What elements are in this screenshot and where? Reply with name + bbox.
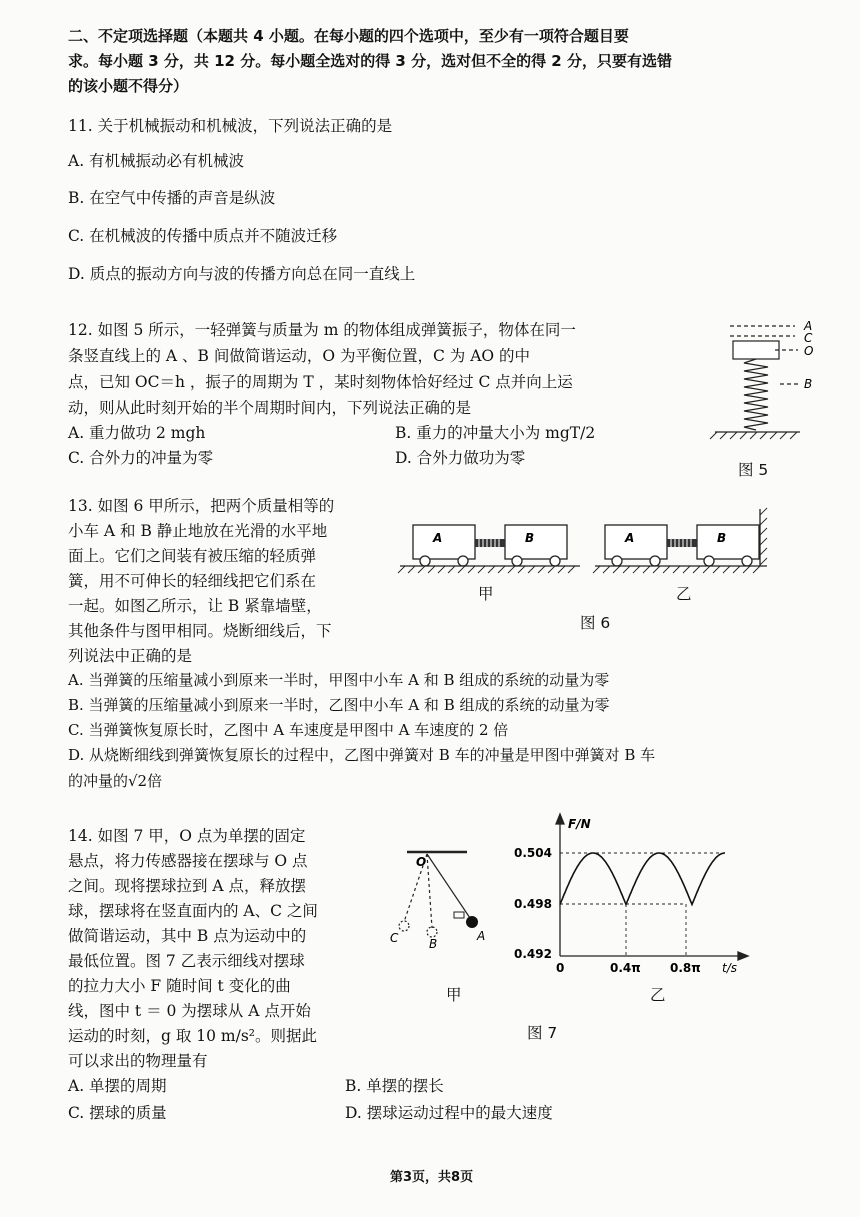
chart-ylabel: F/N	[568, 817, 591, 831]
q11-option-b: B. 在空气中传播的声音是纵波	[68, 189, 276, 207]
q14-stem-line6: 最低位置。图 7 乙表示细线对摆球	[68, 952, 305, 970]
q11-option-c: C. 在机械波的传播中质点并不随波迁移	[68, 227, 338, 245]
q14-stem-line3: 之间。现将摆球拉到 A 点，释放摆	[68, 877, 307, 895]
xtick-0p4pi: 0.4π	[610, 961, 641, 975]
fig5-label-o: O	[804, 344, 814, 358]
fig6-yi-cart-b-label: B	[717, 531, 727, 545]
fig5-label-c: C	[804, 331, 813, 345]
pendulum-label-a: A	[477, 929, 486, 943]
q13-stem-line2: 小车 A 和 B 静止地放在光滑的水平地	[68, 522, 328, 540]
q13-option-d-line2: 的冲量的√2倍	[68, 772, 163, 790]
q14-stem-line5: 做简谐运动，其中 B 点为运动中的	[68, 927, 307, 945]
q12-option-a: A. 重力做功 2 mgh	[68, 424, 206, 442]
figure-6-sub-jia: 甲	[478, 585, 494, 603]
pendulum-label-o: O	[416, 855, 427, 869]
q11-option-a: A. 有机械振动必有机械波	[68, 152, 245, 170]
q14-stem-line4: 球，摆球将在竖直面内的 A、C 之间	[68, 902, 318, 920]
q14-stem-line2: 悬点，将力传感器接在摆球与 O 点	[68, 852, 308, 870]
figure-7-pendulum	[382, 840, 497, 960]
section-title-line3: 的该小题不得分）	[68, 77, 189, 95]
ytick-0504: 0.504	[514, 846, 552, 860]
fig5-label-a: A	[804, 319, 813, 333]
figure-6-sub-yi: 乙	[676, 585, 692, 603]
q14-stem-line9: 运动的时刻，g 取 10 m/s²。则据此	[68, 1027, 318, 1045]
fig6-yi-cart-a-label: A	[625, 531, 635, 545]
q14-option-a: A. 单摆的周期	[68, 1077, 167, 1095]
q14-stem-line8: 线，图中 t ＝ 0 为摆球从 A 点开始	[68, 1002, 311, 1020]
q14-option-c: C. 摆球的质量	[68, 1104, 167, 1122]
q14-stem-line1: 14. 如图 7 甲，O 点为单摆的固定	[68, 827, 306, 845]
xtick-0p8pi: 0.8π	[670, 961, 701, 975]
figure-7-caption: 图 7	[527, 1024, 558, 1042]
page-footer: 第3页，共8页	[390, 1170, 474, 1185]
q12-option-b: B. 重力的冲量大小为 mgT/2	[395, 424, 596, 442]
figure-6-carts	[395, 505, 775, 600]
xtick-0: 0	[556, 961, 565, 975]
section-title-line2: 求。每小题 3 分，共 12 分。每小题全选对的得 3 分，选对但不全的得 2 分，只要有选错	[68, 52, 672, 70]
q13-option-d-line1: D. 从烧断细线到弹簧恢复原长的过程中，乙图中弹簧对 B 车的冲量是甲图中弹簧对 B 车	[68, 746, 656, 764]
figure-5-caption: 图 5	[738, 461, 769, 479]
chart-xlabel: t/s	[722, 961, 737, 975]
q12-option-d: D. 合外力做功为零	[395, 449, 526, 467]
pendulum-label-c: C	[390, 931, 399, 945]
q13-stem-line7: 列说法中正确的是	[68, 647, 193, 665]
fig6-jia-cart-b-label: B	[525, 531, 535, 545]
q14-stem-line10: 可以求出的物理量有	[68, 1052, 208, 1070]
q12-stem-line1: 12. 如图 5 所示，一轻弹簧与质量为 m 的物体组成弹簧振子，物体在同一	[68, 321, 576, 339]
q12-stem-line2: 条竖直线上的 A 、B 间做简谐运动，O 为平衡位置，C 为 AO 的中	[68, 347, 531, 365]
q13-option-b: B. 当弹簧的压缩量减小到原来一半时，乙图中小车 A 和 B 组成的系统的动量为零	[68, 696, 610, 714]
ytick-0498: 0.498	[514, 897, 552, 911]
figure-7-sub-jia: 甲	[446, 986, 462, 1004]
q12-stem-line4: 动，则从此时刻开始的半个周期时间内，下列说法正确的是	[68, 399, 472, 417]
q13-option-c: C. 当弹簧恢复原长时，乙图中 A 车速度是甲图中 A 车速度的 2 倍	[68, 721, 509, 739]
figure-5-spring	[700, 316, 840, 461]
section-title-line1: 二、不定项选择题（本题共 4 小题。在每小题的四个选项中，至少有一项符合题目要	[68, 27, 629, 45]
q14-option-b: B. 单摆的摆长	[345, 1077, 444, 1095]
ytick-0492: 0.492	[514, 947, 552, 961]
figure-7-sub-yi: 乙	[650, 986, 666, 1004]
q13-stem-line5: 一起。如图乙所示，让 B 紧靠墙壁，	[68, 597, 322, 615]
q12-stem-line3: 点，已知 OC＝h ，振子的周期为 T ，某时刻物体恰好经过 C 点并向上运	[68, 373, 573, 391]
pendulum-label-b: B	[429, 937, 438, 951]
q11-stem: 11. 关于机械振动和机械波，下列说法正确的是	[68, 117, 393, 135]
fig5-label-b: B	[804, 377, 813, 391]
q14-option-d: D. 摆球运动过程中的最大速度	[345, 1104, 553, 1122]
q11-option-d: D. 质点的振动方向与波的传播方向总在同一直线上	[68, 265, 416, 283]
q13-stem-line1: 13. 如图 6 甲所示，把两个质量相等的	[68, 497, 335, 515]
q13-stem-line4: 簧，用不可伸长的轻细线把它们系在	[68, 572, 317, 590]
q14-stem-line7: 的拉力大小 F 随时间 t 变化的曲	[68, 977, 291, 995]
q13-stem-line3: 面上。它们之间装有被压缩的轻质弹	[68, 547, 317, 565]
q12-option-c: C. 合外力的冲量为零	[68, 449, 214, 467]
q13-stem-line6: 其他条件与图甲相同。烧断细线后，下	[68, 622, 332, 640]
figure-7-force-chart	[510, 808, 780, 993]
force-curve	[560, 853, 725, 905]
fig6-jia-cart-a-label: A	[433, 531, 443, 545]
figure-6-caption: 图 6	[580, 614, 611, 632]
q13-option-a: A. 当弹簧的压缩量减小到原来一半时，甲图中小车 A 和 B 组成的系统的动量为零	[68, 671, 610, 689]
